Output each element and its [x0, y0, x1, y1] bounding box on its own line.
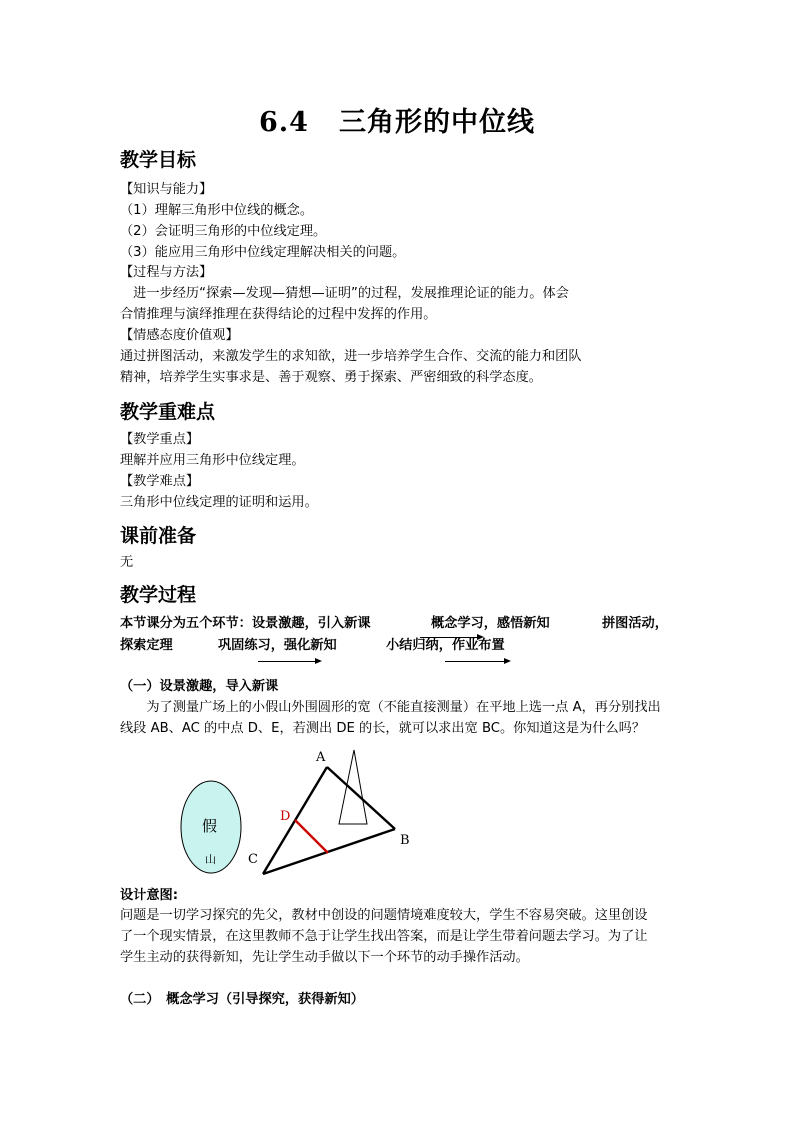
knowledge-item: （3）能应用三角形中位线定理解决相关的问题。 [120, 245, 406, 260]
process-label: 【过程与方法】 [120, 265, 213, 280]
side-bc [263, 829, 395, 874]
intro-line-1-prefix: 本节课分为五个环节：设景激趣，引入新课 [120, 616, 371, 631]
design-intent-line: 了一个现实情景，在这里教师不急于让学生找出答案，而是让学生带着问题去学习。为了让 [120, 929, 648, 944]
objectives-heading: 教学目标 [120, 149, 197, 171]
knowledge-label: 【知识与能力】 [120, 182, 213, 197]
intro-line-1-part3: 拼图活动， [602, 616, 668, 631]
label-c: C [248, 852, 258, 867]
preparation-heading: 课前准备 [120, 525, 197, 547]
focus-label: 【教学重点】 [120, 432, 200, 447]
preparation-text: 无 [120, 555, 134, 570]
design-intent-line: 学生主动的获得新知，先让学生动手做以下一个环节的动手操作活动。 [120, 950, 529, 965]
emotion-line: 通过拼图活动，来激发学生的求知欲，进一步培养学生合作、交流的能力和团队 [120, 349, 582, 364]
title-number: 6.4 [259, 107, 309, 138]
label-a: A [316, 750, 326, 765]
process-line: 合情推理与演绎推理在获得结论的过程中发挥的作用。 [120, 307, 437, 322]
page-title [0, 100, 794, 139]
key-points-heading: 教学重难点 [120, 401, 216, 423]
knowledge-item: （1）理解三角形中位线的概念。 [120, 203, 314, 218]
design-intent-line: 问题是一切学习探究的先父，教材中创设的问题情境难度较大，学生不容易突破。这里创设 [120, 908, 648, 923]
intro-line-2-part1: 探索定理 [120, 638, 173, 653]
section-1-line: 线段 AB、AC 的中点 D、E，若测出 DE 的长，就可以求出宽 BC。你知道这是为什么吗？ [120, 721, 646, 736]
rock-label-bottom: 山 [205, 853, 216, 866]
set-square-triangle [339, 750, 367, 824]
design-intent-label: 设计意图: [120, 888, 179, 903]
process-heading: 教学过程 [120, 584, 197, 606]
rock-label-top: 假 [202, 817, 218, 835]
difficulty-label: 【教学难点】 [120, 474, 200, 489]
midline-de [295, 820, 328, 853]
label-b: B [400, 833, 410, 848]
side-ab [327, 767, 395, 829]
intro-line-1-part2: 概念学习，感悟新知 [431, 616, 550, 631]
intro-line-2-part3: 小结归纳，作业布置 [386, 638, 505, 653]
section-1-heading: （一）设景激趣，导入新课 [120, 679, 279, 694]
label-d: D [280, 809, 291, 824]
section-1-line: 为了测量广场上的小假山外围圆形的宽（不能直接测量）在平地上选一点 A，再分别找出 [120, 700, 661, 715]
emotion-label: 【情感态度价值观】 [120, 328, 239, 343]
flow-arrow [445, 661, 509, 662]
section-2-heading: （二） 概念学习（引导探究，获得新知） [120, 992, 364, 1007]
flow-arrow [420, 637, 482, 638]
knowledge-item: （2）会证明三角形的中位线定理。 [120, 224, 327, 239]
process-line: 进一步经历“探索—发现—猜想—证明”的过程，发展推理论证的能力。体会 [120, 286, 569, 301]
title-text: 三角形的中位线 [338, 107, 535, 138]
flow-arrow [258, 661, 320, 662]
intro-line-2-part2: 巩固练习，强化新知 [218, 638, 337, 653]
focus-text: 理解并应用三角形中位线定理。 [120, 453, 305, 468]
emotion-line: 精神，培养学生实事求是、善于观察、勇于探索、严密细致的科学态度。 [120, 370, 542, 385]
difficulty-text: 三角形中位线定理的证明和运用。 [120, 495, 318, 510]
